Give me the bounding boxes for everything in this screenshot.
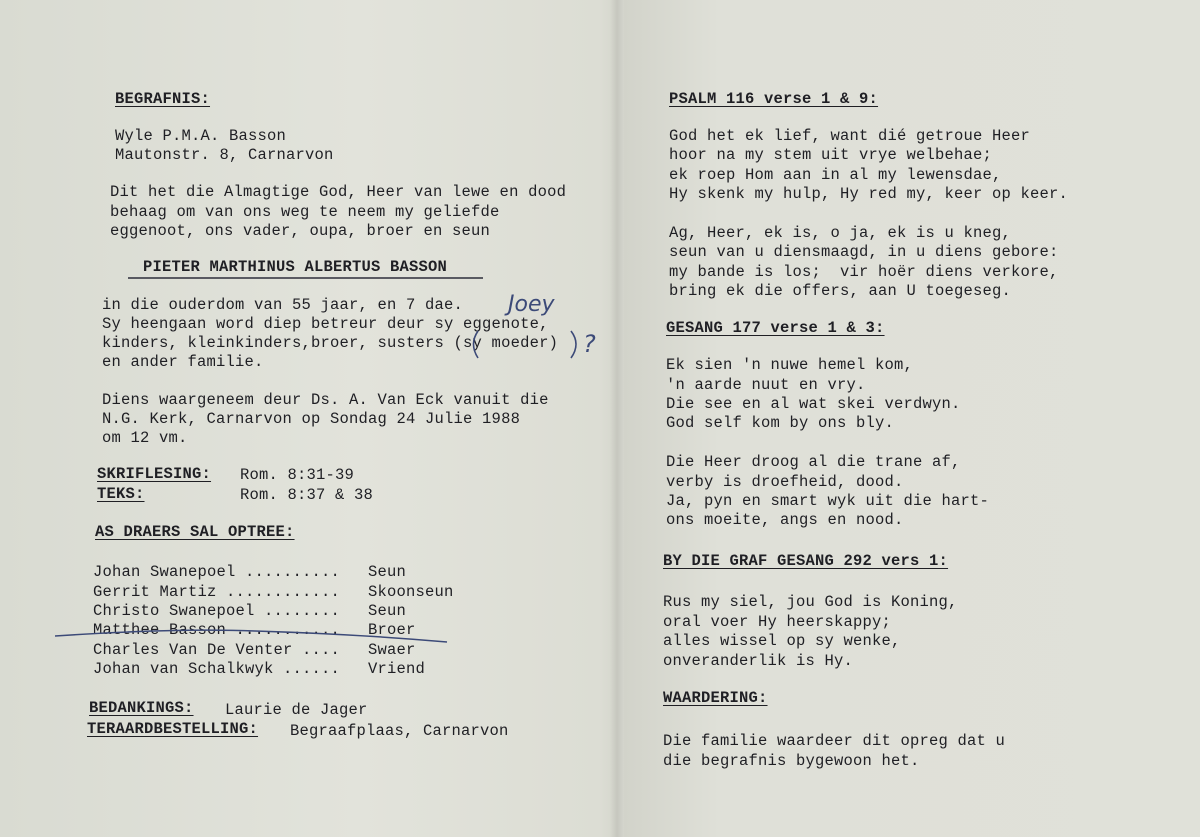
teraard-value: Begraafplaas, Carnarvon: [290, 722, 509, 740]
waardering-line: die begrafnis bygewoon het.: [663, 752, 920, 770]
mourn-line: kinders, kleinkinders,broer, susters (sy moeder): [102, 334, 559, 352]
bearer-name: Gerrit Martiz ............: [93, 583, 341, 601]
graf-heading: BY DIE GRAF GESANG 292 vers 1:: [663, 552, 949, 570]
bearer-relation: Seun: [368, 563, 407, 581]
intro-line: eggenoot, ons vader, oupa, broer en seun: [110, 222, 491, 240]
gesang-line: God self kom by ons bly.: [666, 414, 895, 432]
service-line: N.G. Kerk, Carnarvon op Sondag 24 Julie 1988: [102, 410, 521, 428]
psalm-line: bring ek die offers, aan U toegeseg.: [669, 282, 1012, 300]
handwritten-strike: [55, 624, 450, 646]
graf-line: alles wissel op sy wenke,: [663, 632, 901, 650]
psalm-line: hoor na my stem uit vrye welbehae;: [669, 146, 993, 164]
handwritten-question: ?: [583, 330, 596, 358]
name-underline: [128, 276, 483, 280]
bearer-relation: Skoonseun: [368, 583, 454, 601]
graf-line: oral voer Hy heerskappy;: [663, 613, 892, 631]
psalm-line: God het ek lief, want dié getroue Heer: [669, 127, 1031, 145]
gesang-line: 'n aarde nuut en vry.: [666, 376, 866, 394]
psalm-line: seun van u diensmaagd, in u diens gebore:: [669, 243, 1059, 261]
paper-fold: [610, 0, 624, 837]
teraard-label: TERAARDBESTELLING:: [87, 720, 259, 738]
psalm-line: my bande is los; vir hoër diens verkore,: [669, 263, 1059, 281]
mourn-line: en ander familie.: [102, 353, 264, 371]
psalm-line: ek roep Hom aan in al my lewensdae,: [669, 166, 1002, 184]
mourn-line: Sy heengaan word diep betreur deur sy eggenote,: [102, 315, 549, 333]
waardering-heading: WAARDERING:: [663, 689, 768, 707]
intro-line: behaag om van ons weg te neem my geliefde: [110, 203, 500, 221]
gesang-line: Ja, pyn en smart wyk uit die hart-: [666, 492, 990, 510]
handwritten-joey: Joey: [508, 292, 555, 317]
age-line: in die ouderdom van 55 jaar, en 7 dae.: [102, 296, 464, 314]
service-line: Diens waargeneem deur Ds. A. Van Eck vanuit die: [102, 391, 549, 409]
gesang-line: verby is droefheid, dood.: [666, 473, 904, 491]
bearer-name: Johan van Schalkwyk ......: [93, 660, 341, 678]
bearer-relation: Vriend: [368, 660, 426, 678]
bearer-name: Christo Swanepoel ........: [93, 602, 341, 620]
deceased-name: Wyle P.M.A. Basson: [115, 127, 287, 145]
gesang-heading: GESANG 177 verse 1 & 3:: [666, 319, 885, 337]
gesang-line: ons moeite, angs en nood.: [666, 511, 904, 529]
graf-line: onveranderlik is Hy.: [663, 652, 854, 670]
psalm-line: Hy skenk my hulp, Hy red my, keer op keer.: [669, 185, 1069, 203]
bearer-relation: Seun: [368, 602, 407, 620]
waardering-line: Die familie waardeer dit opreg dat u: [663, 732, 1006, 750]
address: Mautonstr. 8, Carnarvon: [115, 146, 334, 164]
bearer-relation: Broer: [368, 621, 416, 639]
gesang-line: Die Heer droog al die trane af,: [666, 453, 961, 471]
skriflesing-label: SKRIFLESING:: [97, 465, 212, 483]
intro-line: Dit het die Almagtige God, Heer van lewe en dood: [110, 183, 567, 201]
teks-value: Rom. 8:37 & 38: [240, 486, 374, 504]
skriflesing-value: Rom. 8:31-39: [240, 466, 355, 484]
service-line: om 12 vm.: [102, 429, 188, 447]
gesang-line: Ek sien 'n nuwe hemel kom,: [666, 356, 914, 374]
heading-begrafnis: BEGRAFNIS:: [115, 90, 211, 108]
psalm-line: Ag, Heer, ek is, o ja, ek is u kneg,: [669, 224, 1012, 242]
bedankings-value: Laurie de Jager: [225, 701, 368, 719]
psalm-heading: PSALM 116 verse 1 & 9:: [669, 90, 879, 108]
bedankings-label: BEDANKINGS:: [89, 699, 194, 717]
full-name: PIETER MARTHINUS ALBERTUS BASSON: [143, 258, 448, 276]
bearer-relation: Swaer: [368, 641, 416, 659]
teks-label: TEKS:: [97, 485, 145, 503]
draers-heading: AS DRAERS SAL OPTREE:: [95, 523, 295, 541]
bearer-name: Matthee Basson ...........: [93, 621, 341, 639]
bearer-name: Charles Van De Venter ....: [93, 641, 341, 659]
handwritten-brackets: [466, 328, 586, 360]
gesang-line: Die see en al wat skei verdwyn.: [666, 395, 961, 413]
bearer-name: Johan Swanepoel ..........: [93, 563, 341, 581]
graf-line: Rus my siel, jou God is Koning,: [663, 593, 958, 611]
